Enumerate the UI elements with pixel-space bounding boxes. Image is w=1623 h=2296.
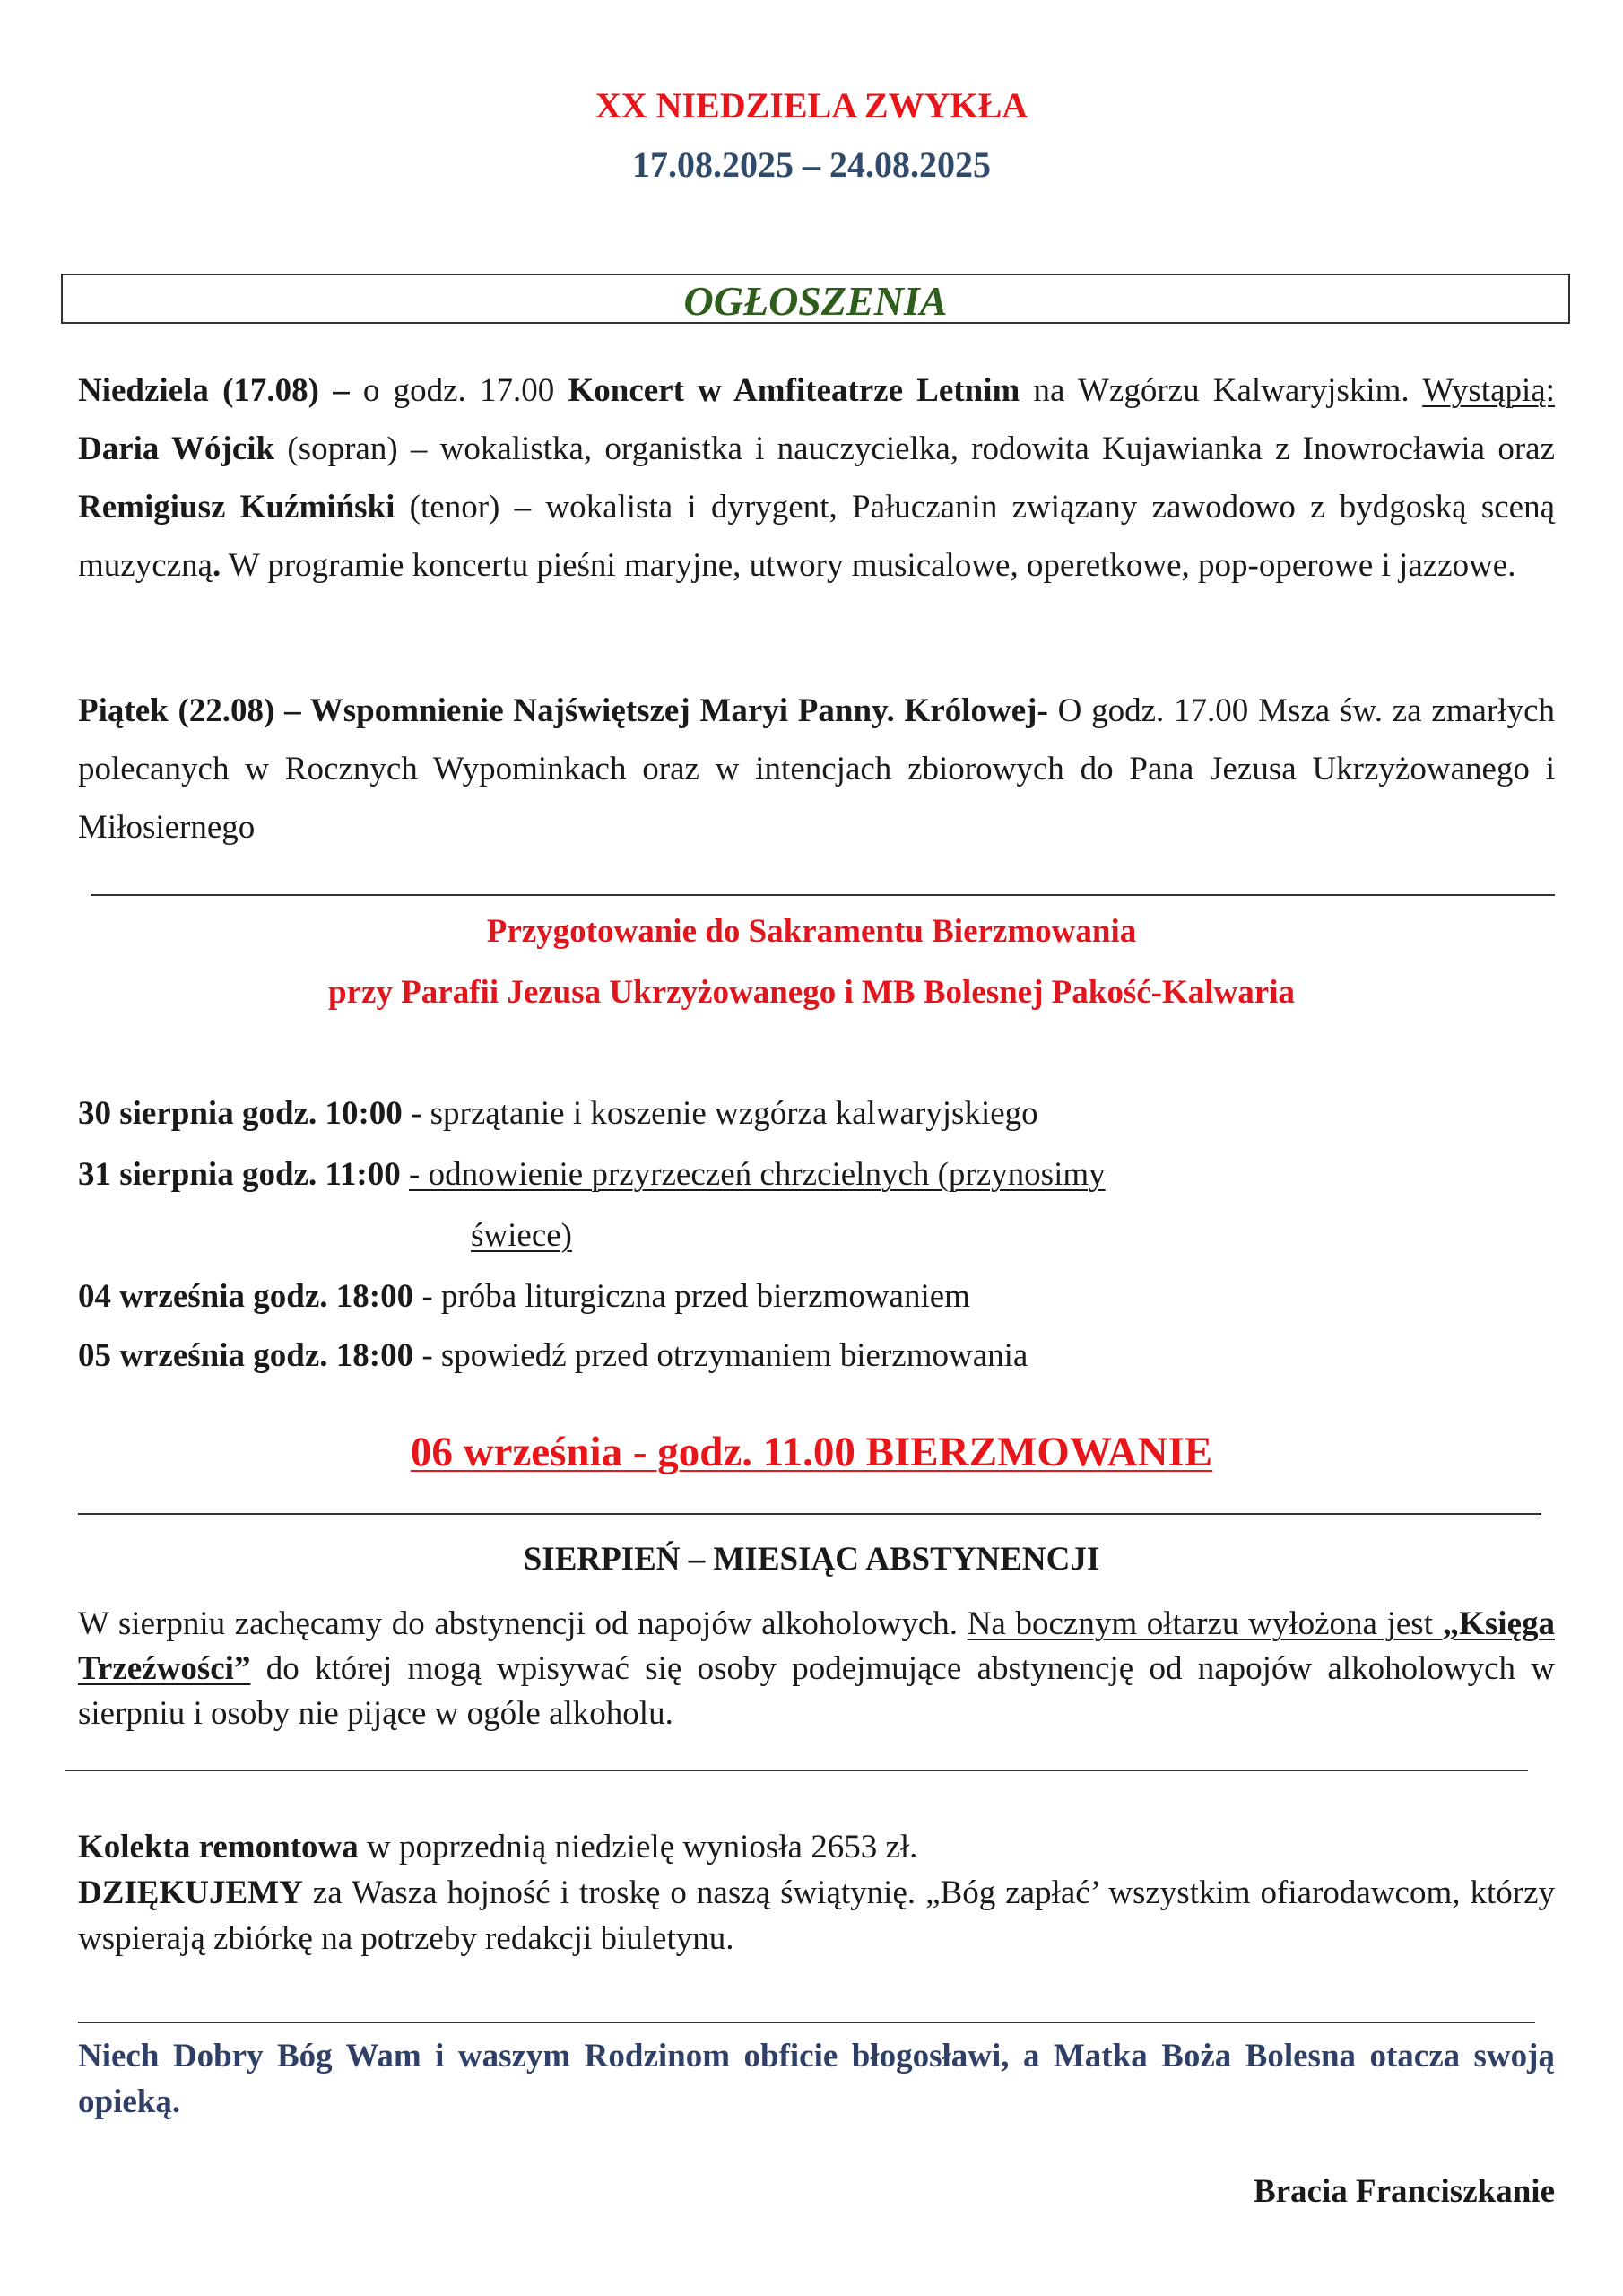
abstinence-text-2: do której mogą wpisywać się osoby podejmujące abstynencję od napojów alkoholowych w sierpniu i osoby nie pijące w ogóle alkoholu. (78, 1650, 1555, 1732)
schedule-item (78, 1277, 970, 1316)
signature: Bracia Franciszkanie (1253, 2173, 1555, 2210)
schedule-date: 04 września godz. 18:00 (78, 1278, 414, 1315)
schedule-desc-cont: świece) (471, 1217, 572, 1254)
divider-1 (91, 894, 1555, 896)
friday-announcement (78, 682, 1555, 857)
schedule-date: 30 sierpnia godz. 10:00 (78, 1095, 403, 1132)
confirmation-heading-1: Przygotowanie do Sakramentu Bierzmowania (486, 913, 1137, 950)
schedule-item (78, 1336, 1028, 1375)
abstinence-underlined: Na bocznym ołtarzu wyłożona jest (967, 1605, 1443, 1642)
sobriety-book: „Księga Trzeźwości” (78, 1605, 1556, 1687)
schedule-sep: - (413, 1278, 441, 1315)
sunday-text-5: (tenor) – wokalista i dyrygent, Pałuczanin związany zawodowo z bydgoską sceną muzyczną (78, 489, 1556, 584)
friday-head: Piątek (22.08) – Wspomnienie Najświętszej Maryi Panny. Królowej- (78, 692, 1048, 729)
divider-2 (78, 1513, 1541, 1515)
schedule-sep: - (402, 1095, 430, 1132)
divider-4 (78, 2022, 1535, 2023)
perform-label: Wystąpią: (1422, 372, 1555, 409)
sunday-text-1: o godz. 17.00 (349, 372, 568, 409)
sunday-announcement (78, 361, 1555, 595)
singer-1: Daria Wójcik (78, 430, 275, 467)
schedule-item (78, 1155, 1106, 1194)
collection-text (78, 1824, 1555, 1961)
schedule-sep: - (413, 1337, 441, 1374)
announcements-label: OGŁOSZENIA (683, 278, 948, 324)
collection-text-1: w poprzednią niedzielę wyniosła 2653 zł. (358, 1829, 918, 1866)
sunday-text-4: (sopran) – wokalistka, organistka i nauczycielka, rodowita Kujawianka z Inowrocławia oraz (274, 430, 1555, 467)
announcements-box (61, 274, 1570, 324)
bulletin-title: XX NIEDZIELA ZWYKŁA (595, 85, 1028, 126)
friday-text: O godz. 17.00 Msza św. za zmarłych polecanych w Rocznych Wypominkach oraz w intencjach zbiorowych do Pana Jezusa Ukrzyżowanego i Miłosiernego (78, 692, 1556, 846)
concert-name: Koncert w Amfiteatrze Letnim (568, 372, 1020, 409)
divider-3 (65, 1770, 1528, 1771)
schedule-item (78, 1094, 1038, 1133)
collection-head: Kolekta remontowa (78, 1829, 359, 1866)
schedule-sep (401, 1156, 409, 1193)
schedule-desc: sprzątanie i koszenie wzgórza kalwaryjskiego (430, 1095, 1038, 1132)
schedule-desc: - odnowienie przyrzeczeń chrzcielnych (przynosimy (409, 1156, 1106, 1193)
abstinence-heading: SIERPIEŃ – MIESIĄC ABSTYNENCJI (523, 1541, 1100, 1578)
sunday-text-6: W programie koncertu pieśni maryjne, utwory musicalowe, operetkowe, pop-operowe i jazzowe. (221, 547, 1516, 584)
blessing-text: Niech Dobry Bóg Wam i waszym Rodzinom obficie błogosławi, a Matka Boża Bolesna otacza swoją opieką. (78, 2038, 1555, 2120)
collection-text-2: za Wasza hojność i troskę o naszą świątynię. „Bóg zapłać’ wszystkim ofiarodawcom, którzy wspierają zbiórkę na potrzeby redakcji biuletynu. (78, 1874, 1555, 1957)
confirmation-main-event: 06 września - godz. 11.00 BIERZMOWANIE (410, 1429, 1213, 1475)
abstinence-text-1: W sierpniu zachęcamy do abstynencji od napojów alkoholowych. (78, 1605, 968, 1642)
schedule-date: 05 września godz. 18:00 (78, 1337, 414, 1374)
sunday-day: Niedziela (17.08) – (78, 372, 350, 409)
thanks-label: DZIĘKUJEMY (78, 1874, 303, 1911)
confirmation-heading-2: przy Parafii Jezusa Ukrzyżowanego i MB Bolesnej Pakość-Kalwaria (328, 974, 1295, 1011)
schedule-desc: próba liturgiczna przed bierzmowaniem (440, 1278, 970, 1315)
bulletin-dates: 17.08.2025 – 24.08.2025 (632, 144, 991, 185)
schedule-date: 31 sierpnia godz. 11:00 (78, 1156, 401, 1193)
abstinence-text (78, 1602, 1555, 1736)
sunday-text-2: na Wzgórzu Kalwaryjskim. (1020, 372, 1423, 409)
schedule-item-continuation (471, 1216, 572, 1255)
sunday-dot: . (212, 547, 221, 584)
singer-2: Remigiusz Kuźmiński (78, 489, 395, 526)
schedule-desc: spowiedź przed otrzymaniem bierzmowania (440, 1337, 1028, 1374)
